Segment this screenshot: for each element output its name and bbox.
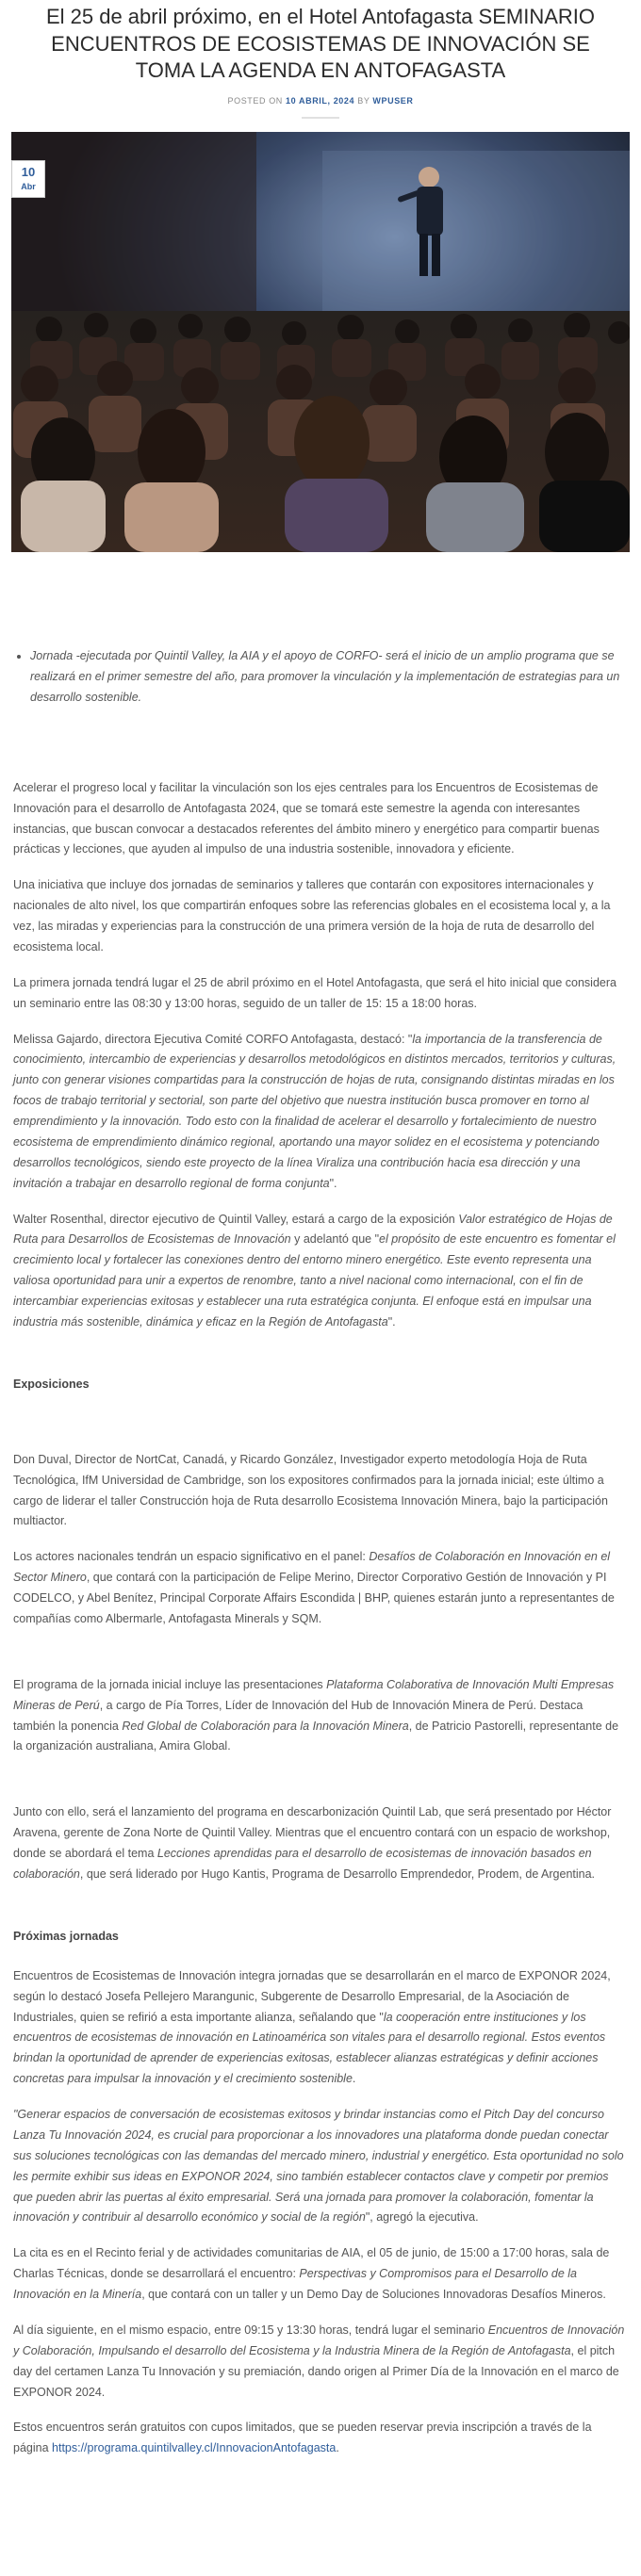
summary-list	[30, 646, 628, 709]
p9-rest: , que será liderado por Hugo Kantis, Programa de Desarrollo Emprendedor, Prodem, de Argentina.	[79, 1867, 596, 1881]
date-badge	[11, 160, 45, 198]
featured-image	[11, 132, 630, 552]
p7-panel-title: Desafíos de Colaboración en Innovación en el Sector Minero	[13, 1550, 611, 1585]
paragraph-1: Acelerar el progreso local y facilitar la vinculación son los ejes centrales para los Encuentros de Ecosistemas de Innovación para el desarrollo de Antofagasta 2024, que se tomará este semestre la agenda con interesantes instancias, que buscan convocar a destacados referentes del ámbito minero y energético para compartir buenas prácticas y lecciones, que ayuden al impulso de una industria sostenible, innovadora y eficiente.	[13, 780, 600, 856]
heading-exposiciones: Exposiciones	[13, 1377, 90, 1391]
p13-lead: Al día siguiente, en el mismo espacio, entre 09:15 y 13:30 horas, tendrá lugar el seminario	[13, 2323, 488, 2337]
p12-event-title: Perspectivas y Compromisos para el Desarrollo de la Innovación en la Minería	[13, 2267, 577, 2302]
paragraph-9	[13, 1802, 628, 1885]
p5-talk-title: Valor estratégico de Hojas de Ruta para Desarrollos de Ecosistemas de Innovación	[13, 1212, 613, 1247]
paragraph-14	[13, 2418, 628, 2459]
p4-quote: la importancia de la transferencia de conocimiento, intercambio de experiencias y desarrollos metodológicos en distintos mercados, territorios y culturas, junto con generar visiones compartidas para la construcción de hojas de ruta, consignando distintas miradas en los focos de trabajo territorial y sectorial, son parte del objetivo que nuestra institución busca promover en torno al emprendimiento y la innovación. Todo esto con la finalidad de acelerar el desarrollo y fortalecimiento de nuestro ecosistema de emprendimiento dinámico regional, aportando una mayor solidez en el ecosistema y potenciando desarrollos tecnológicos, siendo este proyecto de la línea Viraliza una contribución hacia esa dirección y una invitación a trabajar en desarrollo regional de forma conjunta	[13, 1032, 616, 1190]
seminar-audience-photo	[11, 132, 630, 552]
p8-lead: El programa de la jornada inicial incluye las presentaciones	[13, 1677, 327, 1691]
p13-rest: , el pitch day del certamen Lanza Tu Innovación y su premiación, dando origen al Primer Día de la Innovación en el marco de EXPONOR 2024.	[13, 2343, 619, 2399]
summary-bullet: • Jornada -ejecutada por Quintil Valley, la AIA y el apoyo de CORFO- será el inicio de un amplio programa que se realizará en el primer semestre del año, para promover la vinculación y la implementación de estrategias para un desarrollo sostenible.	[30, 646, 628, 709]
p5-quote: el propósito de este encuentro es fomentar el crecimiento local y fortalecer las conexiones dentro del entorno minero energético. Este evento representa una valiosa oportunidad para unir a expertos de renombre, tanto a nivel nacional como internacional, con el fin de intercambiar experiencias exitosas y establecer una ruta estratégica conjunta. El enfoque está en impulsar una industria más sostenible, dinámica y eficaz en la Región de Antofagasta	[13, 1232, 616, 1329]
paragraph-6: Don Duval, Director de NortCat, Canadá, y Ricardo González, Investigador experto metodología Hoja de Ruta Tecnológica, IfM Universidad de Cambridge, son los expositores confirmados para la jornada inicial; este último a cargo de liderar el taller Construcción hoja de Ruta desarrollo Ecosistema Innovación Minera, bajo la participación multiactor.	[13, 1452, 608, 1528]
paragraph-8	[13, 1675, 628, 1758]
p14-lead: Estos encuentros serán gratuitos con cupos limitados, que se pueden reservar previa inscripción a través de la página	[13, 2421, 592, 2455]
p10-lead: Encuentros de Ecosistemas de Innovación integra jornadas que se desarrollarán en el marco de EXPONOR 2024, según lo destacó Josefa Pellejero Marangunic, Subgerente de Desarrollo Empresarial, de la Asociación de Industriales, quien se refirió a esta importante alianza, señalando que "	[13, 1968, 611, 2024]
paragraph-4	[13, 1030, 628, 1195]
paragraph-12	[13, 2243, 628, 2306]
posted-on-label: POSTED ON	[227, 95, 283, 106]
paragraph-7	[13, 1547, 628, 1630]
p12-lead: La cita es en el Recinto ferial y de actividades comunitarias de AIA, el 05 de junio, de 15:00 a 17:00 horas, sala de Charlas Técnicas, donde se desarrollará el encuentro:	[13, 2246, 610, 2281]
registration-link[interactable]: https://programa.quintilvalley.cl/InnovacionAntofagasta	[52, 2441, 337, 2455]
post-meta	[11, 94, 630, 107]
paragraph-11	[13, 2105, 628, 2228]
title-divider	[302, 117, 339, 119]
p5-mid: y adelantó que "	[294, 1232, 380, 1247]
p4-lead: Melissa Gajardo, directora Ejecutiva Comité CORFO Antofagasta, destacó: "	[13, 1032, 413, 1046]
p5-end: ".	[387, 1314, 396, 1329]
p8-mid: , a cargo de Pía Torres, Líder de Innovación del Hub de Innovación Minera de Perú. Destaca también la ponencia	[13, 1698, 583, 1733]
by-label: BY	[357, 95, 370, 106]
p8-rest: , de Patricio Pastorelli, representante de la organización australiana, Amira Global.	[13, 1719, 619, 1753]
article-body	[11, 646, 630, 2459]
date-badge-day: 10	[21, 165, 36, 180]
paragraph-13	[13, 2321, 628, 2404]
p8-talk-2: Red Global de Colaboración para la Innovación Minera	[122, 1719, 409, 1733]
p9-workshop-title: Lecciones aprendidas para el desarrollo de ecosistemas de innovación basados en colaboración	[13, 1847, 592, 1881]
p10-end: .	[352, 2072, 356, 2086]
p9-lead: Junto con ello, será el lanzamiento del programa en descarbonización Quintil Lab, que será presentado por Héctor Aravena, gerente de Zona Norte de Quintil Valley. Mientras que el encuentro contará con un espacio de workshop, donde se abordará el tema	[13, 1805, 612, 1861]
article-title: El 25 de abril próximo, en el Hotel Antofagasta SEMINARIO ENCUENTROS DE ECOSISTEMAS DE INNOVACIÓN SE TOMA LA AGENDA EN ANTOFAGASTA	[45, 5, 596, 83]
post-date-link[interactable]: 10 ABRIL, 2024	[286, 95, 355, 106]
p14-end: .	[336, 2441, 339, 2455]
p7-rest: , que contará con la participación de Felipe Merino, Director Corporativo Gestión de Innovación y PI CODELCO, y Abel Benítez, Principal Corporate Affairs Escondida | BHP, quienes estarán junto a representantes de compañías como Albermarle, Antofagasta Minerals y SQM.	[13, 1571, 615, 1625]
author-link[interactable]: WPUSER	[372, 95, 414, 106]
paragraph-10	[13, 1966, 628, 2090]
p11-quote: "Generar espacios de conversación de ecosistemas exitosos y brindar instancias como el Pitch Day del concurso Lanza Tu Innovación 2024, es crucial para proporcionar a los innovadores una plataforma donde puedan conectar sus soluciones tecnológicas con las demandas del mercado minero, industrial y energético. Esta oportunidad no solo les permite exhibir sus ideas en EXPONOR 2024, sino también establecer contactos clave y competir por premios que pueden abrir las puertas al éxito empresarial. Será una jornada para promover la colaboración, fomentar la innovación y contribuir al desarrollo económico y social de la región	[13, 2108, 624, 2225]
p12-rest: , que contará con un taller y un Demo Day de Soluciones Innovadoras Desafíos Mineros.	[141, 2288, 606, 2302]
heading-proximas-jornadas: Próximas jornadas	[13, 1929, 119, 1943]
p4-end: ".	[329, 1176, 337, 1190]
date-badge-month: Abr	[21, 182, 36, 192]
p7-lead: Los actores nacionales tendrán un espacio significativo en el panel:	[13, 1550, 370, 1564]
p13-seminar-title: Encuentros de Innovación y Colaboración, Impulsando el desarrollo del Ecosistema y la Industria Minera de la Región de Antofagasta	[13, 2323, 625, 2357]
p10-quote: la cooperación entre instituciones y los encuentros de ecosistemas de innovación en Latinoamérica son vitales para el desarrollo regional. Estos eventos brindan la oportunidad de aprender de experiencias exitosas, establecer alianzas estratégicas y definir acciones concretas para impulsar la innovación y el crecimiento sostenible	[13, 2010, 606, 2086]
p5-lead: Walter Rosenthal, director ejecutivo de Quintil Valley, estará a cargo de la exposición	[13, 1212, 459, 1226]
paragraph-5	[13, 1210, 628, 1333]
paragraph-2: Una iniciativa que incluye dos jornadas de seminarios y talleres que contarán con expositores internacionales y nacionales de alto nivel, los que compartirán enfoques sobre las referencias globales en el ecosistema local y, a la vez, las miradas y experiencias para la construcción de una primera versión de la hoja de ruta de desarrollo del ecosistema local.	[13, 878, 611, 954]
paragraph-3: La primera jornada tendrá lugar el 25 de abril próximo en el Hotel Antofagasta, que será el hito inicial que considera un seminario entre las 08:30 y 13:00 horas, seguido de un taller de 15: 15 a 18:00 horas.	[13, 975, 616, 1010]
p11-end: ", agregó la ejecutiva.	[365, 2210, 479, 2225]
p8-talk-1: Plataforma Colaborativa de Innovación Multi Empresas Mineras de Perú	[13, 1677, 615, 1712]
